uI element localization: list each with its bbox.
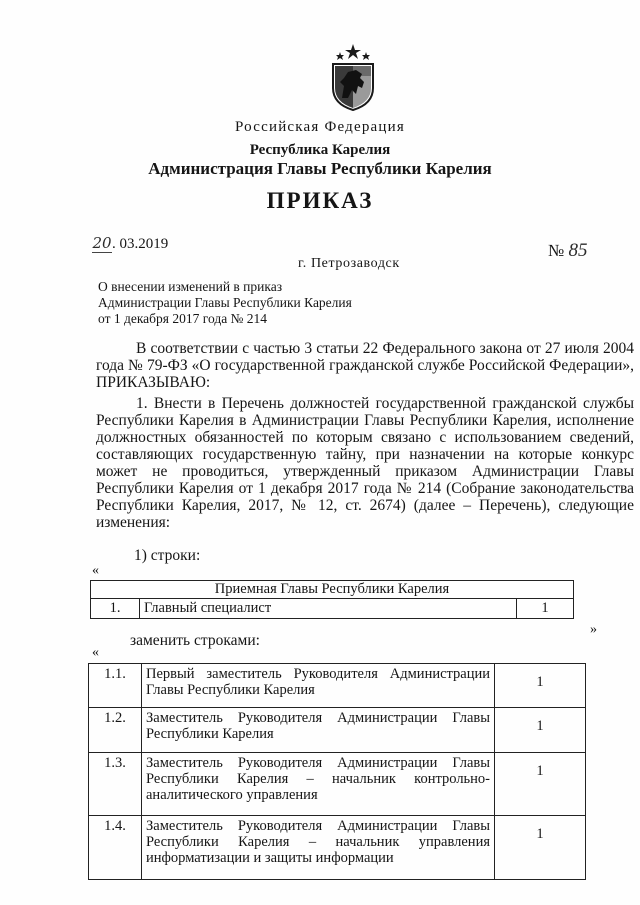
row-number-cell: 1.4.: [89, 816, 142, 880]
position-cell: Первый заместитель Руководителя Администрации Главы Республики Карелия: [142, 664, 495, 708]
country-name: Российская Федерация: [235, 119, 405, 135]
preamble-paragraph: В соответствии с частью 3 статьи 22 Федерального закона от 27 июля 2004 года № 79-ФЗ «О государственной гражданской службе Российской Федерации», ПРИКАЗЫВАЮ:: [96, 340, 634, 391]
subject-line-1: О внесении изменений в приказ: [98, 279, 283, 294]
count-cell: 1: [495, 708, 586, 753]
count-cell: 1: [495, 816, 586, 880]
table-row: [89, 816, 586, 880]
row-number-cell: 1.1.: [89, 664, 142, 708]
city-name: г. Петрозаводск: [298, 256, 400, 271]
position-cell: Заместитель Руководителя Администрации Главы Республики Карелия – начальник управления информатизации и защиты информации: [142, 816, 495, 880]
position-cell: Заместитель Руководителя Администрации Главы Республики Карелия – начальник контрольно-аналитического управления: [142, 753, 495, 816]
republic-name: Республика Карелия: [249, 142, 391, 158]
order-subject: [98, 279, 352, 327]
date-day-handwritten: 20: [92, 234, 112, 252]
table-row: [89, 708, 586, 753]
table-row: [89, 664, 586, 708]
number-label: №: [548, 241, 565, 260]
new-rows-table: [88, 663, 586, 880]
open-quote-2: «: [92, 645, 99, 660]
subject-line-3: от 1 декабря 2017 года № 214: [98, 311, 268, 326]
position-cell: Заместитель Руководителя Администрации Главы Республики Карелия: [142, 708, 495, 753]
table-row: [89, 753, 586, 816]
section-header-cell: Приемная Главы Республики Карелия: [91, 581, 574, 599]
karelia-coat-of-arms-icon: [328, 42, 378, 112]
old-rows-table: [90, 580, 574, 619]
count-cell: 1: [495, 753, 586, 816]
open-quote: «: [92, 563, 99, 578]
count-cell: 1: [495, 664, 586, 708]
administration-name: Администрация Главы Республики Карелия: [148, 159, 492, 178]
position-cell: Главный специалист: [140, 599, 517, 619]
row-number-cell: 1.2.: [89, 708, 142, 753]
row-number-cell: 1.: [91, 599, 140, 619]
subject-line-2: Администрации Главы Республики Карелия: [98, 295, 352, 310]
date-month-year: . 03.2019: [112, 236, 169, 252]
table-header-row: [91, 581, 574, 599]
subitem-label: 1) строки:: [134, 547, 201, 564]
document-title: ПРИКАЗ: [266, 188, 374, 213]
count-cell: 1: [517, 599, 574, 619]
order-number: [548, 240, 587, 262]
table-row: [91, 599, 574, 619]
row-number-cell: 1.3.: [89, 753, 142, 816]
item-1-paragraph: 1. Внести в Перечень должностей государственной гражданской службы Республики Карелия в Администрации Главы Республики Карелия, исполнение должностных обязанностей по которым связано с использованием сведений, составляющих государственную тайну, при назначении на которые конкурс может не проводиться, утвержденный приказом Администрации Главы Республики Карелия от 1 декабря 2017 года № 214 (Собрание законодательства Республики Карелия, 2017, № 12, ст. 2674) (далее – Перечень), следующие изменения:: [96, 395, 634, 531]
number-handwritten: 85: [568, 240, 588, 261]
order-date: [92, 234, 168, 253]
close-quote: »: [590, 622, 597, 637]
replace-label: заменить строками:: [130, 632, 260, 649]
